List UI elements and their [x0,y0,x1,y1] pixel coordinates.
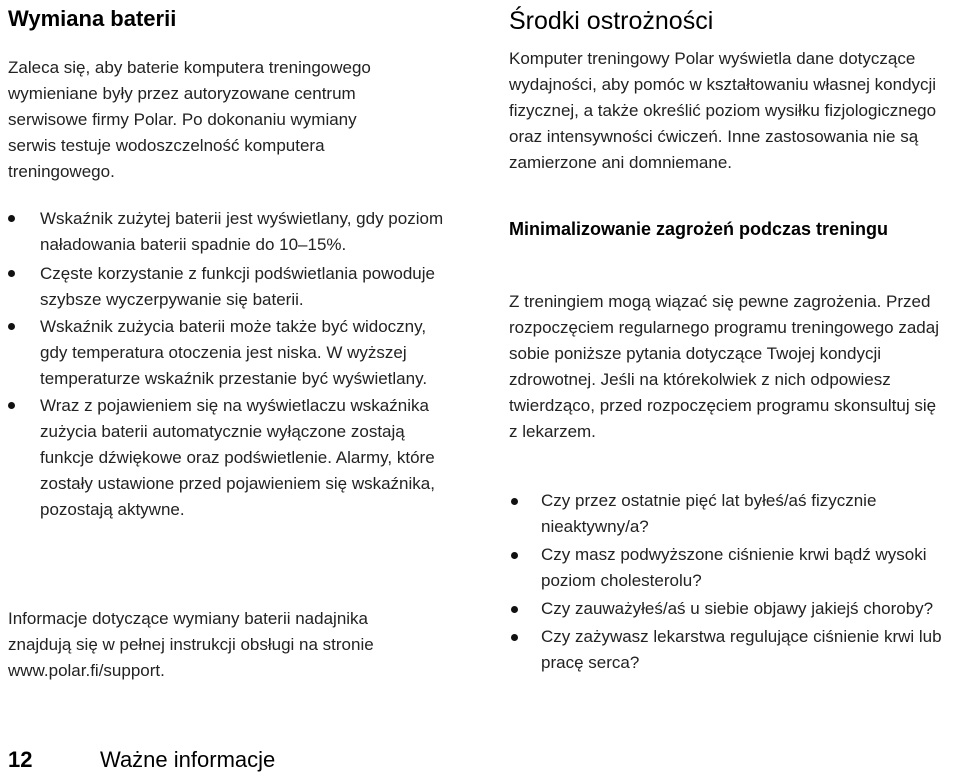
bullet-icon [8,215,15,222]
battery-intro-paragraph: Zaleca się, aby baterie komputera treningowego wymieniane były przez autoryzowane centrum serwisowe firmy Polar. Po dokonaniu wymiany serwis testuje wodoszczelność komputera treningowego. [8,58,371,181]
footer-section-title: Ważne informacje [100,747,276,772]
list-item-text: Częste korzystanie z funkcji podświetlania powoduje szybsze wyczerpywanie się baterii. [40,264,435,309]
list-item-text: Czy przez ostatnie pięć lat byłeś/aś fizycznie nieaktywny/a? [541,491,877,536]
risks-paragraph: Z treningiem mogą wiązać się pewne zagrożenia. Przed rozpoczęciem regularnego programu treningowego zadaj sobie poniższe pytania dotyczące Twojej kondycji zdrowotnej. Jeśli na którekolwiek z nich odpowiesz twierdząco, przed rozpoczęciem programu skonsultuj się z lekarzem. [509,292,939,441]
list-item-text: Wraz z pojawieniem się na wyświetlaczu wskaźnika zużycia baterii automatycznie wyłączone zostają funkcje dźwiękowe oraz podświetlenie. Alarmy, które zostały ustawione przed pojawieniem się wskaźnika, pozostają aktywne. [40,396,435,519]
battery-bullet-list [8,206,463,528]
bullet-icon [511,634,518,641]
section-title-precautions: Środki ostrożności [509,7,714,35]
battery-outro-paragraph: Informacje dotyczące wymiany baterii nadajnika znajdują się w pełnej instrukcji obsługi na stronie www.polar.fi/support. [8,609,374,680]
bullet-icon [511,552,518,559]
bullet-icon [511,606,518,613]
precautions-intro-paragraph: Komputer treningowy Polar wyświetla dane dotyczące wydajności, aby pomóc w kształtowaniu własnej kondycji fizycznej, a także określić poziom wysiłku fizjologicznego oraz intensywności ćwiczeń. Inne zastosowania nie są zamierzone ani domniemane. [509,49,937,172]
list-item [509,596,949,622]
bullet-icon [511,498,518,505]
list-item [509,624,949,676]
list-item-text: Wskaźnik zużytej baterii jest wyświetlany, gdy poziom naładowania baterii spadnie do 10–15%. [40,209,444,254]
bullet-icon [8,402,15,409]
page-number: 12 [8,747,33,772]
list-item-text: Czy zauważyłeś/aś u siebie objawy jakiejś choroby? [541,599,934,618]
list-item-text: Czy zażywasz lekarstwa regulujące ciśnienie krwi lub pracę serca? [541,627,942,672]
page-footer [8,746,275,774]
list-item [8,393,463,523]
list-item-text: Czy masz podwyższone ciśnienie krwi bądź wysoki poziom cholesterolu? [541,545,927,590]
list-item [8,261,463,313]
health-questions-list [509,488,949,681]
list-item [8,314,463,392]
subsection-title-risks: Minimalizowanie zagrożeń podczas treningu [509,219,889,239]
list-item [509,488,949,540]
list-item [8,206,463,258]
list-item [509,542,949,594]
bullet-icon [8,323,15,330]
list-item-text: Wskaźnik zużycia baterii może także być widoczny, gdy temperatura otoczenia jest niska. W wyższej temperaturze wskaźnik przestanie być wyświetlany. [40,317,428,388]
section-title-battery: Wymiana baterii [8,6,177,31]
bullet-icon [8,270,15,277]
